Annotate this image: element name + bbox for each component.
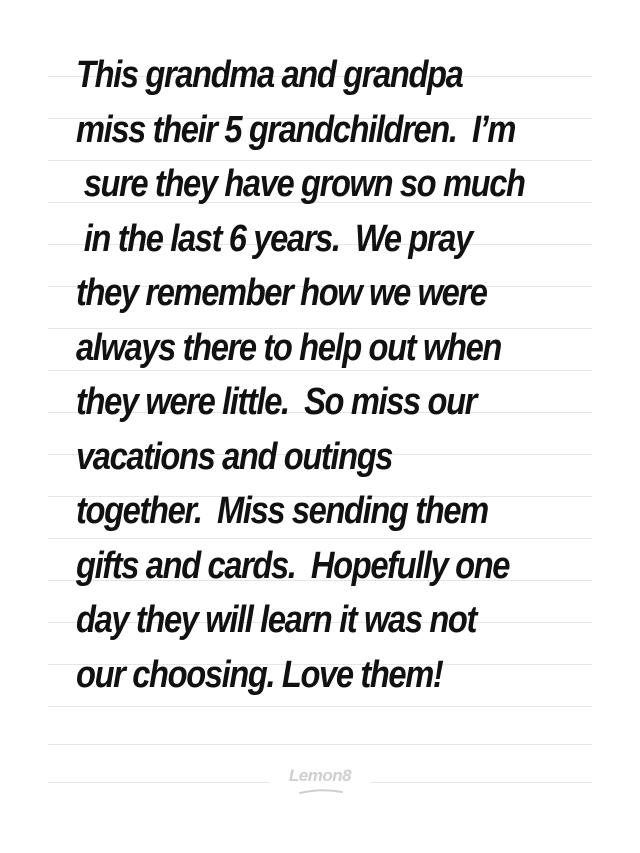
- note-line: together. Miss sending them: [76, 490, 488, 532]
- note-line: day they will learn it was not: [76, 599, 477, 641]
- note-line: vacations and outings: [76, 435, 393, 478]
- watermark-divider-right: [370, 782, 592, 783]
- note-text: [76, 48, 596, 702]
- note-line: always there to help out when: [76, 326, 501, 369]
- ruled-line: [48, 706, 592, 707]
- lemon8-swoosh-icon: [298, 788, 344, 796]
- note-line: sure they have grown so much: [76, 163, 525, 205]
- note-line: gifts and cards. Hopefully one: [76, 544, 510, 587]
- note-line: they were little. So miss our: [76, 381, 477, 423]
- note-line: in the last 6 years. We pray: [76, 217, 472, 260]
- note-line: our choosing. Love them!: [76, 653, 443, 696]
- ruled-line: [48, 744, 592, 745]
- note-line: This grandma and grandpa: [76, 54, 463, 96]
- note-line: they remember how we were: [76, 272, 487, 314]
- watermark-divider-left: [48, 782, 270, 783]
- lemon8-watermark: [0, 760, 640, 800]
- note-line: miss their 5 grandchildren. I’m: [76, 108, 516, 151]
- lemon8-logo-text: Lemon8: [288, 766, 352, 785]
